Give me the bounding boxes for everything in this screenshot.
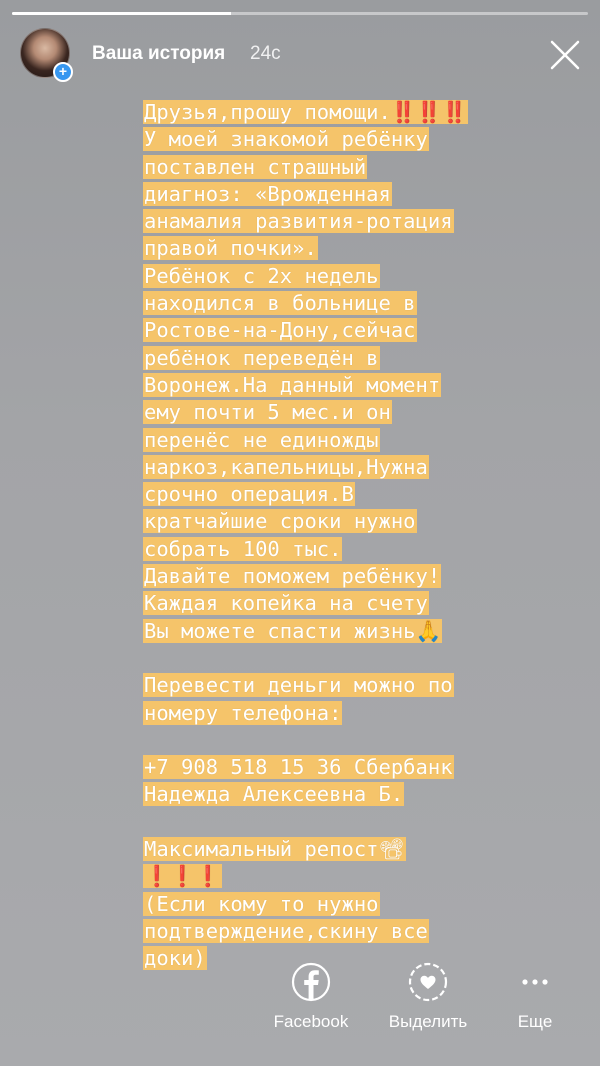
story-text-line-content: собрать 100 тыс. (144, 536, 342, 561)
story-text-line-content: номеру телефона: (144, 700, 342, 725)
story-actions-bar (0, 958, 600, 1048)
add-story-badge-icon[interactable]: + (53, 62, 73, 82)
story-text-line (143, 672, 563, 699)
story-text-line-content: ему почти 5 мес.и он (144, 400, 391, 425)
story-text-line (143, 317, 563, 344)
story-text-line (143, 481, 563, 508)
more-label: Еще (517, 1012, 553, 1031)
story-text-line (143, 235, 563, 262)
story-text-line-content: Воронеж.На данный момент (144, 372, 441, 397)
story-text-line-content: Давайте поможем ребёнку! (144, 564, 441, 589)
story-text-line (143, 181, 563, 208)
story-text-line-content: наркоз,капельницы,Нужна (144, 454, 428, 479)
story-text-line (143, 618, 563, 645)
story-text-line-content: Максимальный репост📽 (144, 837, 405, 862)
facebook-button[interactable] (246, 958, 376, 1032)
story-text-line-content: Каждая копейка на счету (144, 591, 428, 616)
story-text-line-content: кратчайшие сроки нужно (144, 509, 416, 534)
story-text-line-content: +7 908 518 15 36 Сбербанк (144, 755, 453, 780)
story-text-line (143, 863, 563, 890)
story-text-line-content: Перевести деньги можно по (144, 673, 453, 698)
more-dots-icon (511, 958, 559, 1006)
story-text-line-content: ❗️❗️❗️ (144, 864, 221, 889)
story-text-line-content: ребёнок переведён в (144, 345, 379, 370)
story-text-line (143, 263, 563, 290)
story-text-line (143, 727, 563, 754)
story-text-line (143, 700, 563, 727)
story-text-line-content: (Если кому то нужно (144, 891, 379, 916)
story-text-line (143, 508, 563, 535)
story-title[interactable]: Ваша история (92, 43, 226, 64)
story-text-line (143, 154, 563, 181)
story-text-line (143, 891, 563, 918)
story-text-line-content: Надежда Алексеевна Б. (144, 782, 404, 807)
heart-circle-icon (404, 958, 452, 1006)
story-text-line-content: доки) (144, 946, 206, 971)
facebook-icon (287, 958, 335, 1006)
story-text-line (143, 427, 563, 454)
story-text-line-content: правой почки». (144, 236, 317, 261)
story-text-line (143, 836, 563, 863)
story-text-line (143, 372, 563, 399)
story-text-line-content: находился в больнице в (144, 291, 416, 316)
close-icon[interactable] (548, 38, 582, 72)
story-text-line-content: диагноз: «Врожденная (144, 181, 391, 206)
story-text-line (143, 208, 563, 235)
story-text-line-content: Ростове-на-Дону,сейчас (144, 318, 416, 343)
story-text-line (143, 563, 563, 590)
story-text-line (143, 645, 563, 672)
story-text-line-content: У моей знакомой ребёнку (144, 127, 428, 152)
story-text-line-content: подтверждение,скину все (144, 918, 428, 943)
story-progress-fill (12, 12, 231, 15)
story-time: 24с (250, 43, 281, 64)
story-text-line-content: Вы можете спасти жизнь🙏 (144, 618, 442, 643)
story-header (0, 28, 600, 84)
story-text-line-content: поставлен страшный (144, 154, 367, 179)
story-text-line (143, 918, 563, 945)
more-button[interactable] (470, 958, 600, 1032)
facebook-label: Facebook (273, 1012, 349, 1031)
story-text-line-content: срочно операция.В (144, 482, 354, 507)
story-text-line-content: перенёс не единожды (144, 427, 379, 452)
story-text-line (143, 345, 563, 372)
story-text-line (143, 399, 563, 426)
story-text-line (143, 126, 563, 153)
story-text-line-content: анамалия развития-ротация (144, 209, 453, 234)
story-text-line (143, 809, 563, 836)
story-text-line (143, 536, 563, 563)
story-text-line (143, 290, 563, 317)
story-text-line (143, 454, 563, 481)
story-text-line (143, 754, 563, 781)
highlight-label: Выделить (388, 1012, 468, 1031)
story-text-line-content: Друзья,прошу помощи.‼️‼️‼️ (144, 100, 468, 124)
story-text-line-content: Ребёнок с 2х недель (144, 263, 379, 288)
story-progress-bar (12, 12, 588, 15)
story-text-block (143, 99, 563, 973)
story-text-line (143, 99, 563, 126)
story-text-line (143, 590, 563, 617)
story-text-line (143, 781, 563, 808)
